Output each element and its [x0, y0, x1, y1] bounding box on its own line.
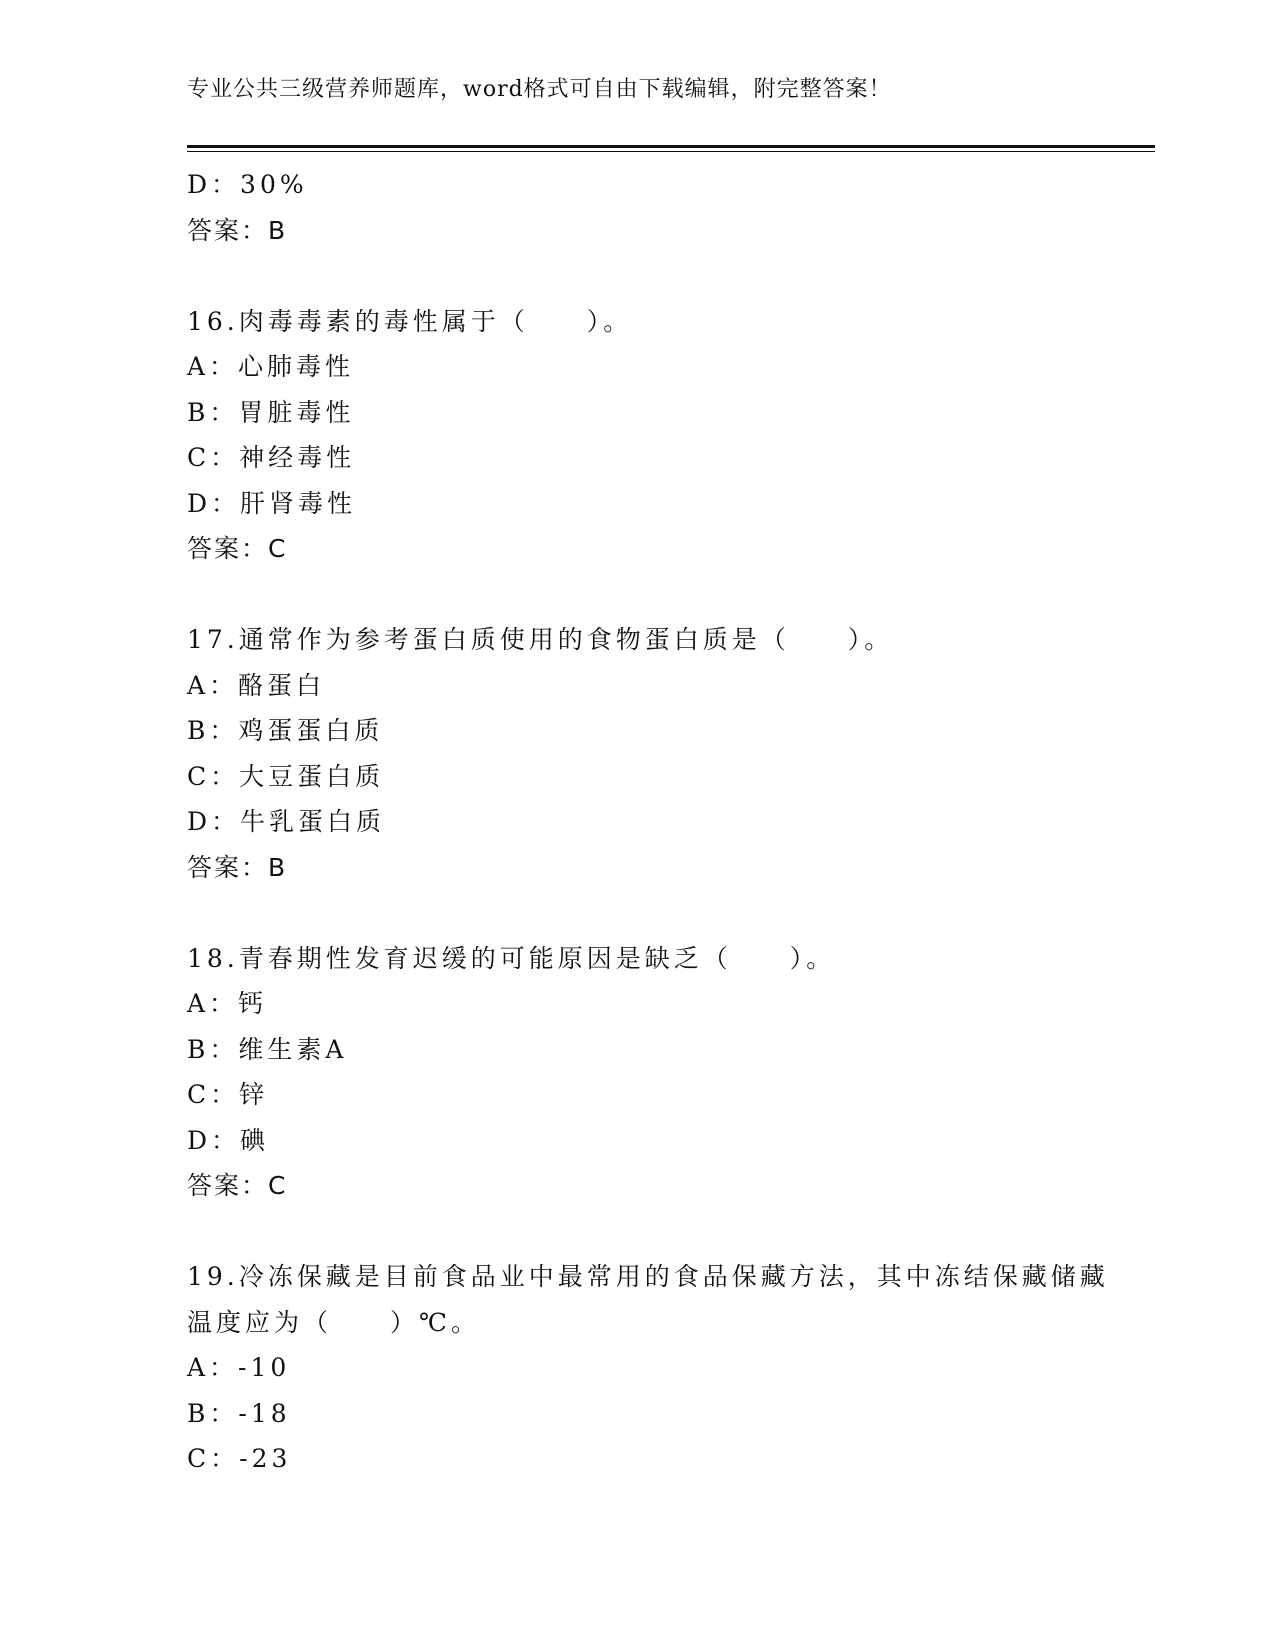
- question-stem: 19.冷冻保藏是目前食品业中最常用的食品保藏方法，其中冻结保藏储藏温度应为（ ）℃。: [187, 1262, 1109, 1337]
- prev-option-d: D：30%: [187, 170, 308, 199]
- option-d: D：碘: [187, 1125, 270, 1155]
- option-c: C：神经毒性: [187, 443, 356, 472]
- option-d: D：肝肾毒性: [187, 488, 357, 518]
- page-header: 专业公共三级营养师题库，word格式可自由下载编辑，附完整答案！: [187, 77, 892, 102]
- option-b: B：胃脏毒性: [187, 397, 355, 427]
- option-c: C：-23: [187, 1444, 292, 1473]
- question-19: [187, 1254, 1127, 1482]
- option-a: A：-10: [187, 1353, 291, 1382]
- option-b: B：-18: [187, 1398, 291, 1428]
- option-a: A：酪蛋白: [187, 670, 326, 700]
- header-rule-thick: [187, 145, 1155, 148]
- question-16: [187, 299, 1127, 572]
- header-rule-thin: [187, 151, 1155, 152]
- prev-answer: 答案：B: [187, 215, 288, 245]
- answer: 答案：B: [187, 852, 288, 882]
- answer: 答案：C: [187, 534, 288, 563]
- question-list: [187, 162, 1127, 1482]
- question-stem: 16.肉毒毒素的毒性属于（ ）。: [187, 306, 633, 336]
- answer: 答案：C: [187, 1171, 288, 1200]
- question-17: [187, 617, 1127, 890]
- option-b: B：鸡蛋蛋白质: [187, 716, 384, 745]
- question-stem: 18.青春期性发育迟缓的可能原因是缺乏（ ）。: [187, 943, 836, 973]
- option-d: D：牛乳蛋白质: [187, 807, 386, 836]
- option-a: A：心肺毒性: [187, 352, 355, 381]
- option-c: C：锌: [187, 1080, 269, 1109]
- option-b: B：维生素A: [187, 1034, 348, 1064]
- option-c: C：大豆蛋白质: [187, 761, 385, 791]
- option-a: A：钙: [187, 989, 268, 1018]
- question-stem: 17.通常作为参考蛋白质使用的食物蛋白质是（ ）。: [187, 625, 894, 654]
- question-18: [187, 936, 1127, 1209]
